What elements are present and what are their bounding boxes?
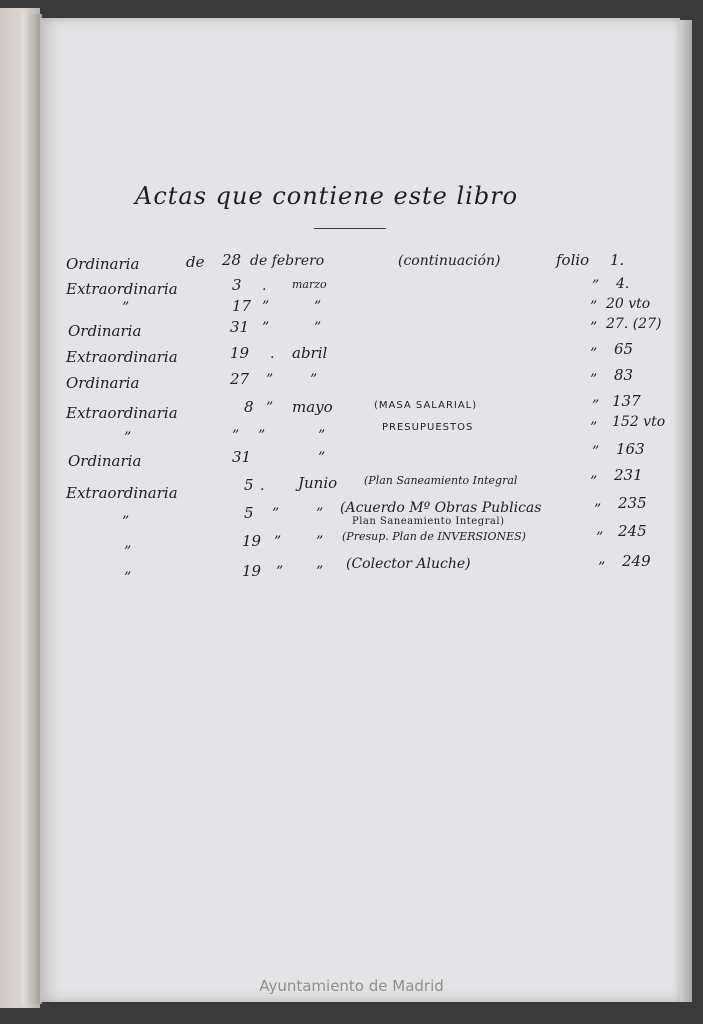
folio-label: folio — [556, 251, 590, 269]
entry-note: (Acuerdo Mº Obras Publicas — [340, 500, 542, 516]
folio-number: 4. — [616, 276, 630, 292]
entry-day: 19 — [230, 344, 250, 362]
entry-de: de — [186, 253, 205, 271]
ditto-mark: ” — [590, 299, 598, 315]
entry-day: 28 — [222, 251, 242, 269]
ditto-mark: ” — [258, 428, 266, 444]
ditto-mark: ” — [592, 278, 600, 294]
ditto-mark: ” — [592, 398, 600, 414]
ditto-mark: ” — [596, 530, 604, 546]
entry-month: de febrero — [250, 253, 325, 269]
folio-number: 65 — [614, 340, 634, 358]
ditto-mark: ” — [598, 560, 606, 576]
ditto-mark: ” — [594, 502, 602, 518]
folio-number: 20 vto — [606, 296, 651, 312]
ditto-mark: ” — [590, 320, 598, 336]
folio-number: 245 — [618, 522, 647, 540]
ditto-mark: . — [270, 346, 275, 362]
ditto-mark: ” — [318, 428, 326, 444]
entry-note: (Presup. Plan de INVERSIONES) — [342, 530, 526, 543]
entry-type: Ordinaria — [68, 322, 142, 340]
entry-type: Ordinaria — [66, 374, 140, 392]
folio-number: 1. — [610, 251, 625, 269]
entry-type: Ordinaria — [68, 452, 142, 470]
ditto-mark: ” — [266, 372, 274, 388]
ditto-mark: ” — [266, 400, 274, 416]
entry-day: 8 — [244, 398, 254, 416]
ditto-mark: ” — [262, 320, 270, 336]
entry-type: Extraordinaria — [66, 280, 178, 298]
ditto-mark: ” — [124, 570, 132, 586]
entry-day: 17 — [232, 297, 252, 315]
entry-day: 19 — [242, 532, 262, 550]
ditto-mark: ” — [262, 299, 270, 315]
ditto-mark: ” — [318, 450, 326, 466]
entry-type: Extraordinaria — [66, 348, 178, 366]
entry-day: 27 — [230, 370, 250, 388]
book-gutter — [22, 14, 42, 1004]
entry-type: Ordinaria — [66, 255, 140, 273]
ditto-mark: ” — [314, 320, 322, 336]
folio-number: 27. (27) — [606, 316, 662, 332]
folio-number: 163 — [616, 440, 645, 458]
ditto-mark: ” — [276, 564, 284, 580]
entry-month: marzo — [292, 278, 327, 291]
page-title: Actas que contiene este libro — [135, 182, 519, 210]
ditto-mark: ” — [124, 430, 132, 446]
page-stack-edge — [680, 20, 692, 1002]
entry-month: abril — [292, 344, 328, 362]
entry-note: PRESUPUESTOS — [382, 422, 474, 433]
entry-day: 3 — [232, 276, 242, 294]
entry-day: 5 — [244, 476, 254, 494]
entry-month: Junio — [298, 474, 338, 492]
entry-day: 31 — [232, 448, 252, 466]
folio-number: 137 — [612, 392, 641, 410]
folio-number: 83 — [614, 366, 634, 384]
entry-note-continued: Plan Saneamiento Integral) — [352, 516, 505, 527]
folio-number: 249 — [622, 552, 651, 570]
ditto-mark: ” — [272, 506, 280, 522]
ditto-mark: ” — [316, 506, 324, 522]
folio-number: 152 vto — [612, 414, 666, 430]
ditto-mark: . — [260, 478, 265, 494]
entry-day: 5 — [244, 504, 254, 522]
entry-note: (Colector Aluche) — [346, 556, 471, 572]
ditto-mark: ” — [590, 372, 598, 388]
entry-day: 19 — [242, 562, 262, 580]
ditto-mark: ” — [122, 300, 130, 316]
ditto-mark: ” — [316, 564, 324, 580]
entry-month: mayo — [292, 398, 333, 416]
entry-note: (continuación) — [398, 253, 501, 269]
ditto-mark: ” — [590, 346, 598, 362]
ditto-mark: ” — [314, 299, 322, 315]
entry-type: Extraordinaria — [66, 404, 178, 422]
entry-note: (Plan Saneamiento Integral — [364, 474, 518, 487]
folio-number: 235 — [618, 494, 647, 512]
entry-type: Extraordinaria — [66, 484, 178, 502]
entry-day: 31 — [230, 318, 250, 336]
ditto-mark: ” — [310, 372, 318, 388]
title-underline — [314, 228, 386, 229]
entry-note: (MASA SALARIAL) — [374, 400, 478, 411]
ditto-mark: ” — [124, 544, 132, 560]
ditto-mark: ” — [232, 428, 240, 444]
ditto-mark: ” — [590, 420, 598, 436]
ditto-mark: ” — [590, 474, 598, 490]
ditto-mark: . — [262, 278, 267, 294]
ditto-mark: ” — [592, 444, 600, 460]
folio-number: 231 — [614, 466, 643, 484]
watermark: Ayuntamiento de Madrid — [259, 977, 444, 995]
ditto-mark: ” — [274, 534, 282, 550]
ditto-mark: ” — [122, 514, 130, 530]
ditto-mark: ” — [316, 534, 324, 550]
